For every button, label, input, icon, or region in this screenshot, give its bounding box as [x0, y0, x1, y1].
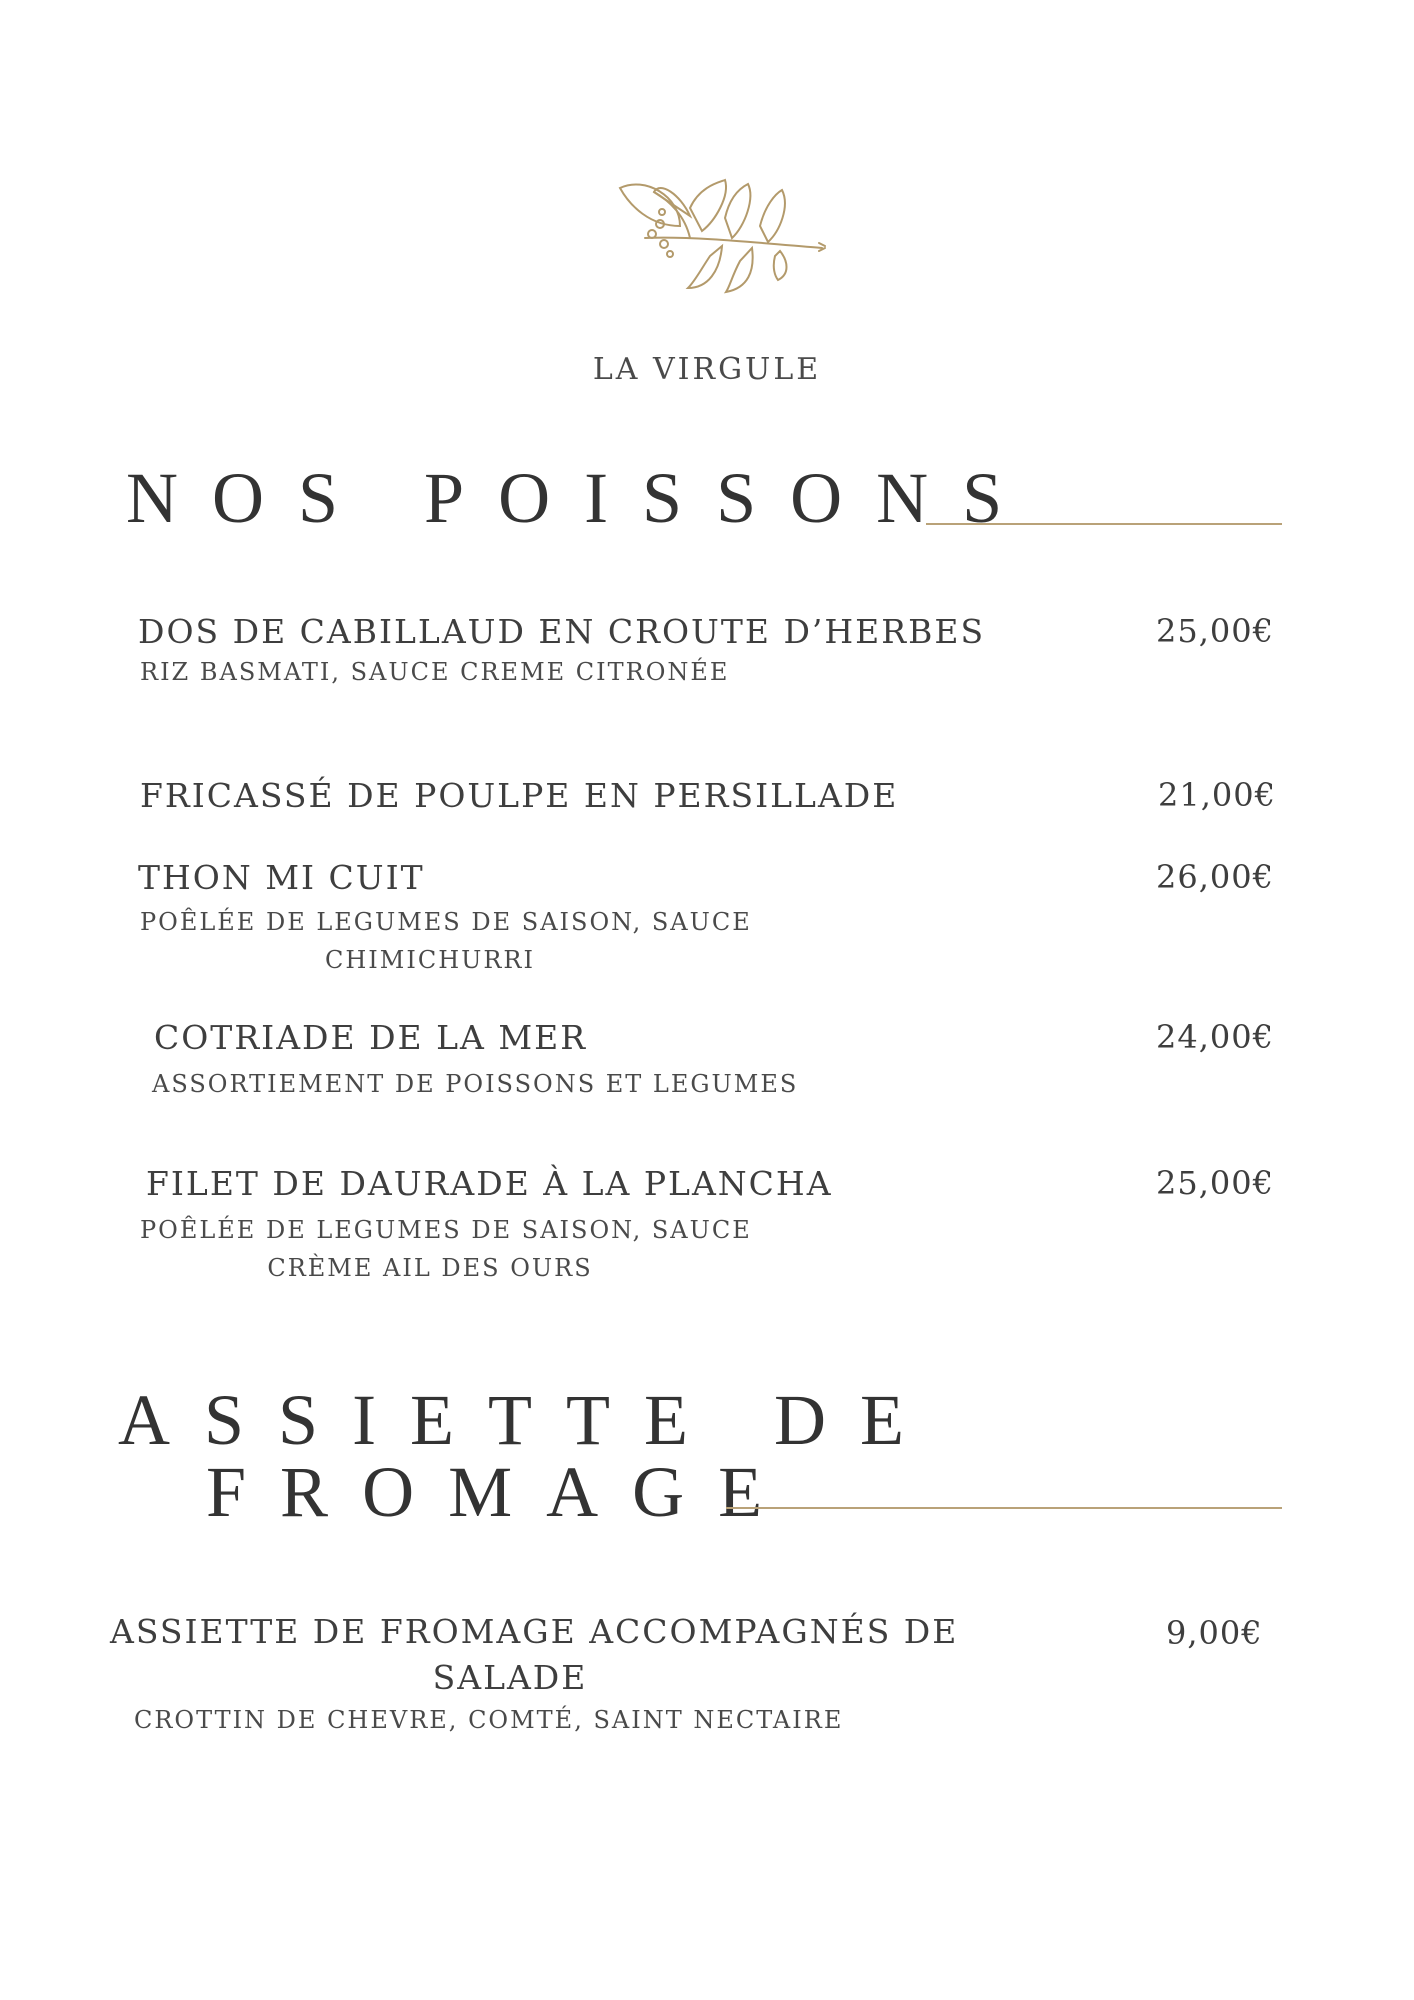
menu-item-description: POÊLÉE DE LEGUMES DE SAISON, SAUCE: [140, 1216, 752, 1244]
menu-item-price: 21,00€: [1158, 776, 1276, 814]
menu-item-description: CROTTIN DE CHEVRE, COMTÉ, SAINT NECTAIRE: [134, 1706, 844, 1734]
menu-item-price: 25,00€: [1156, 1164, 1274, 1202]
menu-item-price: 9,00€: [1166, 1614, 1263, 1652]
section-divider: [926, 523, 1282, 525]
menu-item-name: SALADE: [432, 1658, 588, 1697]
section-title-fromage: ASSIETTE DE: [118, 1380, 938, 1460]
section-title-poissons: NOS POISSONS: [126, 458, 1037, 538]
menu-item-description: POÊLÉE DE LEGUMES DE SAISON, SAUCE: [140, 908, 752, 936]
menu-item-description: CHIMICHURRI: [325, 946, 535, 974]
section-title-fromage-line2: FROMAGE: [206, 1452, 797, 1532]
menu-item-price: 25,00€: [1156, 612, 1274, 650]
menu-item-name: DOS DE CABILLAUD EN CROUTE D’HERBES: [138, 612, 986, 651]
restaurant-name: LA VIRGULE: [592, 352, 822, 387]
menu-item-price: 26,00€: [1156, 858, 1274, 896]
olive-branch-icon: [600, 176, 830, 296]
menu-item-name: ASSIETTE DE FROMAGE ACCOMPAGNÉS DE: [110, 1612, 959, 1651]
menu-item-name: THON MI CUIT: [138, 858, 425, 897]
menu-item-name: FILET DE DAURADE À LA PLANCHA: [146, 1164, 833, 1203]
menu-item-name: COTRIADE DE LA MER: [154, 1018, 588, 1057]
menu-item-description: ASSORTIEMENT DE POISSONS ET LEGUMES: [152, 1070, 799, 1098]
section-divider: [726, 1507, 1282, 1509]
menu-item-description: CRÈME AIL DES OURS: [267, 1254, 593, 1282]
menu-item-description: RIZ BASMATI, SAUCE CREME CITRONÉE: [140, 658, 730, 686]
menu-item-price: 24,00€: [1156, 1018, 1274, 1056]
menu-item-name: FRICASSÉ DE POULPE EN PERSILLADE: [140, 776, 899, 815]
